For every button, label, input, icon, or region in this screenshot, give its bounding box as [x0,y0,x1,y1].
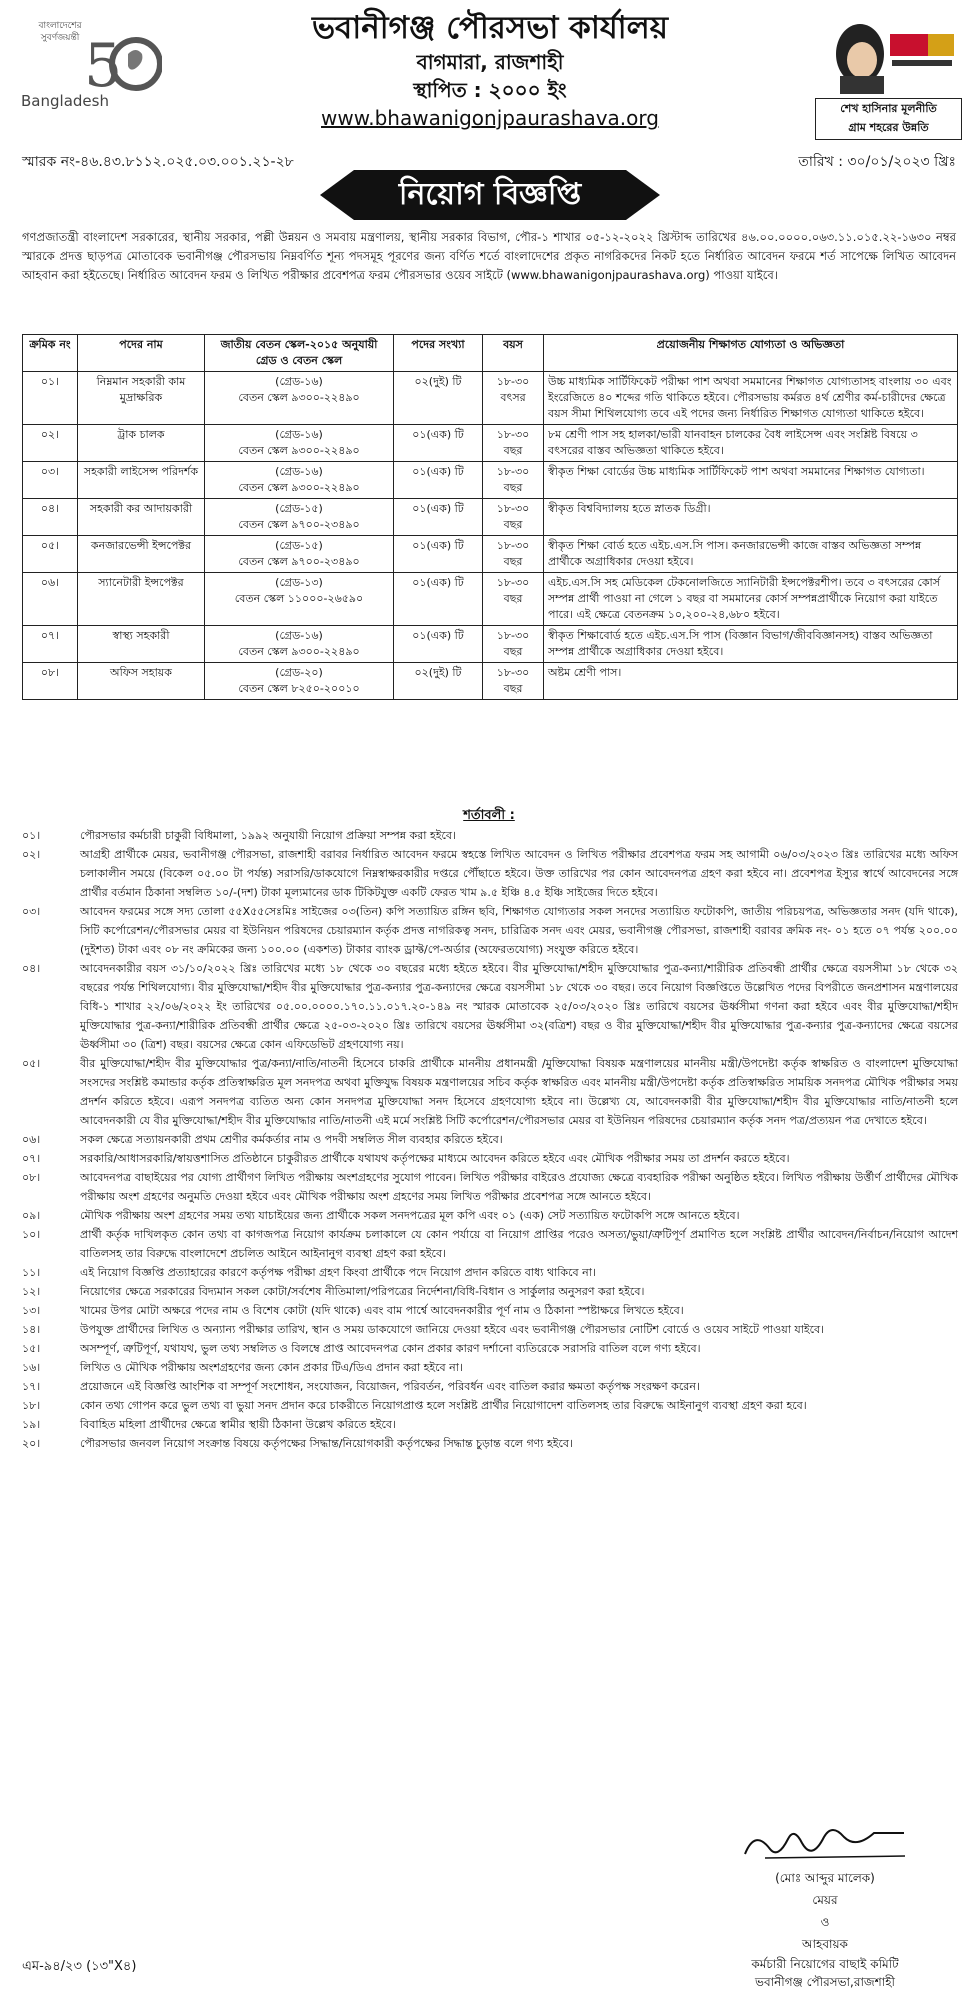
condition-text: এই নিয়োগ বিজ্ঞপ্তি প্রত্যাহারের কারণে কর্তৃপক্ষ পরীক্ষা গ্রহণ কিংবা প্রার্থীকে পদে নিয়োগ প্রদান করিতে বাধ্য থাকিবে না। [80,1266,596,1279]
condition-number: ১২। [22,1285,41,1298]
condition-text: বীর মুক্তিযোদ্ধা/শহীদ বীর মুক্তিযোদ্ধার পুত্র/কন্যা/নাতি/নাতনী হিসেবে চাকরি প্রার্থীকে মাননীয় প্রধানমন্ত্রী /মুক্তিযোদ্ধা বিষয়ক মন্ত্রণালয়ের মাননীয় মন্ত্রী/উপদেষ্টা কর্তৃক স্বাক্ষরিত ও বাংলাদেশ মুক্তিযোদ্ধা সংসদের সংশ্লিষ্ট কমান্ডার কর্তৃক প্রতিস্বাক্ষরিত মূল সনদপত্র অথবা মুক্তিযুদ্ধ বিষয়ক মন্ত্রণালয়ের সচিব কর্তৃক স্বাক্ষরিত এবং মাননীয় মন্ত্রী/উপদেষ্টা কর্তৃক প্রতিস্বাক্ষরিত সাময়িক সনদপত্র মৌখিক পরীক্ষার সময় প্রদর্শন করিতে হইবে। এরূপ সনদপত্র ব্যতিত অন্য কোন সনদপত্র মুক্তিযোদ্ধা সনদ হিসেবে গ্রহণযোগ্য হইবে না। উল্লেখ্য যে, আবেদনকারী বীর মুক্তিযোদ্ধা/শহীদ বীর মুক্তিযোদ্ধার নাতি/নাতনী হলে আবেদনকারী যে বীর মুক্তিযোদ্ধা/শহীদ বীর মুক্তিযোদ্ধার নাতি/নাতনী এই মর্মে সংশ্লিষ্ট সিটি কর্পোরেশন/পৌরসভার মেয়র বা ইউনিয়ন পরিষদের চেয়ারম্যান কর্তৃক সনদ পত্র/প্রত্যয়ন পত্র দেখাতে হইবে। [80,1057,958,1127]
condition-text: প্রয়োজনে এই বিজ্ঞপ্তি আংশিক বা সম্পূর্ণ সংশোধন, সংযোজন, বিয়োজন, পরিবর্তন, পরিবর্ধন এবং বাতিল করার ক্ষমতা কর্তৃপক্ষ সংরক্ষণ করেন। [80,1380,700,1393]
col-post: পদের নাম [78,335,205,372]
row-post-name: সহকারী কর আদায়কারী [78,499,205,536]
posts-table [22,334,958,700]
title-block [250,8,730,132]
row-post-name: স্যানেটারী ইন্সপেক্টর [78,573,205,626]
condition-number: ০৮। [22,1171,41,1184]
col-age: বয়স [483,335,544,372]
signatory-title-mayor: মেয়র [812,1893,838,1907]
row-age: ১৮-৩০ বছর [483,536,544,573]
org-established: স্থাপিত : ২০০০ ইং [413,78,567,102]
row-grade-scale [205,573,394,626]
table-row [23,425,958,462]
table-row [23,372,958,425]
row-qualification: উচ্চ মাধ্যমিক সার্টিফিকেট পরীক্ষা পাশ অথবা সমমানের শিক্ষাগত যোগ্যতাসহ বাংলায় ৩০ এবং ইংরেজিতে ৪০ শব্দের গতি থাকিতে হইবে। পৌরসভায় কর্মরত ৪র্থ শ্রেণীর কর্ম-চারীদের ক্ষেত্রে বয়স সীমা শিথিলযোগ্য তবে এই পদের জন্য নির্ধারিত শিক্ষাগত যোগ্যতা থাকিতে হইবে। [544,372,958,425]
row-serial: ০৭। [23,626,78,663]
col-grade: জাতীয় বেতন স্কেল-২০১৫ অনুযায়ী গ্রেড ও বেতন স্কেল [205,335,394,372]
condition-text: সরকারি/আধাসরকারি/স্বায়ত্তশাসিত প্রতিষ্ঠানে চাকুরীরত প্রার্থীকে যথাযথ কর্তৃপক্ষের মাধ্যমে আবেদন করিতে হইবে এবং মৌখিক পরীক্ষার সময় তা প্রদর্শন করতে হইবে। [80,1152,790,1165]
row-grade: (গ্রেড-১৫) [275,539,323,552]
condition-item [22,902,958,959]
row-serial: ০৮। [23,663,78,700]
condition-number: ১৬। [22,1361,41,1374]
golden-jubilee-logo [20,20,160,115]
condition-number: ১০। [22,1228,41,1241]
row-qualification: এইচ.এস.সি সহ মেডিকেল টেকনোলজিতে স্যানিটারী ইন্সপেক্টরশীপ। তবে ৩ বৎসরের কোর্স সম্পন্ন প্রার্থী পাওয়া না গেলে ১ বছর বা সমমানের কোর্স সম্পন্নপ্রার্থীকে নিয়োগ করা যাইতে পারে। এই ক্ষেত্রে বেতনক্রম ১০,২০০-২৪,৬৮০ হইবে। [544,573,958,626]
row-post-count: ০১(এক) টি [394,462,483,499]
table-row [23,573,958,626]
row-serial: ০১। [23,372,78,425]
condition-item [22,1377,958,1396]
condition-text: উপযুক্ত প্রার্থীদের লিখিত ও অন্যান্য পরীক্ষার তারিখ, স্থান ও সময় ডাকযোগে জানিয়ে দেওয়া হইবে এবং ভবানীগঞ্জ পৌরসভার নোটিশ বোর্ডে ও ওয়েব সাইটে পাওয়া যাইবে। [80,1323,825,1336]
condition-number: ১৮। [22,1399,41,1412]
row-serial: ০৬। [23,573,78,626]
row-grade-scale [205,462,394,499]
table-row [23,663,958,700]
row-qualification: স্বীকৃত শিক্ষাবোর্ড হতে এইচ.এস.সি পাস (বিজ্ঞান বিভাগ/জীববিজ্ঞানসহ) বাস্তব অভিজ্ঞতা সম্পন্ন প্রার্থীকে অগ্রাধিকার দেওয়া হইবে। [544,626,958,663]
condition-number: ০৫। [22,1057,41,1070]
condition-text: আবেদনকারীর বয়স ৩১/১০/২০২২ খ্রিঃ তারিখের মধ্যে ১৮ থেকে ৩০ বছরের মধ্যে হইতে হইবে। বীর মুক্তিযোদ্ধা/শহীদ মুক্তিযোদ্ধার পুত্র-কন্যা/শারীরিক প্রতিবন্ধী প্রার্থীর ক্ষেত্রে বয়সসীমা ১৮ থেকে ৩২ বছরের পর্যন্ত শিথিলযোগ্য। বীর মুক্তিযোদ্ধা/শহীদ বীর মুক্তিযোদ্ধার পুত্র-কন্যার পুত্র-কন্যাদের ক্ষেত্রে বয়সসীমা ১৮ থেকে ৩০ বছর। তবে নিয়োগ বিজ্ঞপ্তিতে উল্লেখিত পদের বিপরীতে জনপ্রশাসন মন্ত্রণালয়ের বিধি-১ শাখার ২২/০৬/২০২২ ইং তারিখের ০৫.০০.০০০০.১৭০.১১.০১৭.২০-১৪৯ নং স্মারক মোতাবেক ২৫/০৩/২০২০ খ্রিঃ তারিখে বয়সের ঊর্ধ্বসীমা গণনা করা হইবে এবং বীর মুক্তিযোদ্ধা/শহীদ মুক্তিযোদ্ধার পুত্র-কন্যা/শারীরিক প্রতিবন্ধী প্রার্থীর ক্ষেত্রে ২৫-০৩-২০২০ খ্রিঃ তারিখে বয়সের ঊর্ধ্বসীমা ৩২(বত্রিশ) বছর ও বীর মুক্তিযোদ্ধা/শহীদ বীর মুক্তিযোদ্ধার পুত্র-কন্যার পুত্র-কন্যাদের ক্ষেত্রে বয়সের ঊর্ধ্বসীমা ৩০ (ত্রিশ) বছর। বয়সের ক্ষেত্রে কোন এফিডেভিট গ্রহণযোগ্য নয়। [80,962,958,1051]
row-post-count: ০১(এক) টি [394,626,483,663]
row-post-name: ট্রাক চালক [78,425,205,462]
condition-text: খামের উপর মোটা অক্ষরে পদের নাম ও বিশেষ কোটা (যদি থাকে) এবং বাম পার্শ্বে আবেদনকারীর পূর্ণ নাম ও ঠিকানা স্পষ্টাক্ষরে লিখতে হইবে। [80,1304,684,1317]
condition-item [22,1130,958,1149]
row-scale: বেতন স্কেল ৯৩০০-২২৪৯০ [238,645,360,658]
condition-item [22,1263,958,1282]
col-count: পদের সংখ্যা [394,335,483,372]
condition-item [22,1358,958,1377]
condition-text: সকল ক্ষেত্রে সত্যায়নকারী প্রথম শ্রেণীর কর্মকর্তার নাম ও পদবী সম্বলিত সীল ব্যবহার করিতে হইবে। [80,1133,503,1146]
row-serial: ০৫। [23,536,78,573]
condition-text: মৌখিক পরীক্ষায় অংশ গ্রহণের সময় তথ্য যাচাইয়ের জন্য প্রার্থীকে সকল সনদপত্রের মূল কপি এবং ০১ (এক) সেট সত্যায়িত ফটোকপি সঙ্গে আনতে হইবে। [80,1209,740,1222]
condition-number: ০৬। [22,1133,41,1146]
slogan-line1: শেখ হাসিনার মূলনীতি [840,102,937,115]
row-grade-scale [205,425,394,462]
row-scale: বেতন স্কেল ৯৭০০-২৩৪৯০ [238,518,360,531]
signatory-office: ভবানীগঞ্জ পৌরসভা,রাজশাহী [755,1975,895,1989]
conditions-list [22,826,958,1453]
condition-item [22,1206,958,1225]
col-serial: ক্রমিক নং [23,335,78,372]
row-post-name: স্বাস্থ্য সহকারী [78,626,205,663]
row-age: ১৮-৩০ বছর [483,663,544,700]
condition-number: ০১। [22,829,41,842]
intro-paragraph: গণপ্রজাতন্ত্রী বাংলাদেশ সরকারের, স্থানীয় সরকার, পল্লী উন্নয়ন ও সমবায় মন্ত্রণালয়, স্থানীয় সরকার বিভাগ, পৌর-১ শাখার ০৫-১২-২০২২ খ্রিস্টাব্দ তারিখের ৪৬.০০.০০০০.০৬৩.১১.০১৫.২২-১৬৩০ নম্বর স্মারকে প্রদত্ত ছাড়পত্র মোতাবেক ভবানীগঞ্জ পৌরসভায় নিম্নবর্ণিত শূন্য পদসমূহ পূরণের জন্য বর্ণিত শর্তে বাংলাদেশের প্রকৃত নাগরিকদের নিকট হতে নির্ধারিত আবেদন ফরমে শর্ত সাপেক্ষে লিখিত আবেদন আহবান করা হইতেছে। নির্ধারিত আবেদন ফরম ও লিখিত পরীক্ষার প্রবেশপত্র ফরম পৌরসভার ওয়েব সাইটে (www.bhawanigonjpaurashava.org) পাওয়া যাইবে। [22,230,956,282]
signatory-committee: কর্মচারী নিয়োগের বাছাই কমিটি [751,1957,899,1971]
condition-item [22,1434,958,1453]
condition-text: প্রার্থী কর্তৃক দাখিলকৃত কোন তথ্য বা কাগজপত্র নিয়োগ কার্যক্রম চলাকালে যে কোন পর্যায়ে বা নিয়োগ প্রাপ্তির পরেও অসত্য/ভুয়া/ত্রুটিপূর্ণ প্রমাণিত হলে সংশ্লিষ্ট প্রার্থীর আবেদন/নির্বাচন/নিয়োগ আদেশ বাতিলসহ তার বিরুদ্ধে বাংলাদেশে প্রচলিত আইনে আইনানুগ ব্যবস্থা গ্রহণ করা হইবে। [80,1228,958,1260]
condition-item [22,1282,958,1301]
row-qualification: স্বীকৃত শিক্ষা বোর্ডের উচ্চ মাধ্যমিক সার্টিফিকেট পাশ অথবা সমমানের শিক্ষাগত যোগ্যতা। [544,462,958,499]
row-post-count: ০১(এক) টি [394,425,483,462]
banner-title: নিয়োগ বিজ্ঞপ্তি [398,177,582,212]
notice-banner [320,170,660,220]
row-serial: ০২। [23,425,78,462]
org-website-link[interactable]: www.bhawanigonjpaurashava.org [321,106,659,130]
row-scale: বেতন স্কেল ৯৩০০-২২৪৯০ [238,481,360,494]
condition-number: ১৩। [22,1304,41,1317]
condition-text: অসম্পূর্ণ, ত্রুটিপূর্ণ, যথাযথ, ভুল তথ্য সম্বলিত ও বিলম্বে প্রাপ্ত আবেদনপত্র কোন প্রকার কারণ দর্শানো ব্যতিরেকে সরাসরি বাতিল বলে গণ্য হইবে। [80,1342,701,1355]
conditions-title: শর্তাবলী : [463,808,515,823]
svg-text:5: 5 [84,31,123,101]
row-scale: বেতন স্কেল ৮২৫০-২০০১০ [238,682,360,695]
org-name: ভবানীগঞ্জ পৌরসভা কার্যালয় [311,10,669,46]
condition-number: ০৭। [22,1152,41,1165]
condition-number: ১১। [22,1266,41,1279]
row-post-name: অফিস সহায়ক [78,663,205,700]
row-grade-scale [205,536,394,573]
condition-item [22,959,958,1054]
row-grade-scale [205,663,394,700]
org-location: বাগমারা, রাজশাহী [416,50,564,74]
slogan-line2: গ্রাম শহরের উন্নতি [848,121,929,134]
row-post-count: ০২(দুই) টি [394,663,483,700]
signatory-name: (মোঃ আব্দুর মালেক) [775,1871,875,1885]
row-post-count: ০১(এক) টি [394,499,483,536]
condition-item [22,1225,958,1263]
table-row [23,462,958,499]
print-code: এম-৯৪/২৩ (১৩"X৪) [22,1959,137,1974]
row-post-name: নিম্নমান সহকারী কাম মুদ্রাক্ষরিক [78,372,205,425]
row-post-name: কনজারভেন্সী ইন্সপেক্টর [78,536,205,573]
signatory-and: ও [820,1915,830,1929]
condition-text: লিখিত ও মৌখিক পরীক্ষায় অংশগ্রহণের জন্য কোন প্রকার টিএ/ডিএ প্রদান করা হইবে না। [80,1361,463,1374]
table-row [23,499,958,536]
row-grade: (গ্রেড-১৩) [275,576,323,589]
row-scale: বেতন স্কেল ৯৩০০-২২৪৯০ [238,391,360,404]
row-post-count: ০২(দুই) টি [394,372,483,425]
table-row [23,626,958,663]
row-grade-scale [205,372,394,425]
condition-item [22,1396,958,1415]
row-post-count: ০১(এক) টি [394,573,483,626]
condition-number: ১৫। [22,1342,41,1355]
row-age: ১৮-৩০ বছর [483,573,544,626]
mujib-centenary-logo-icon [820,14,960,94]
condition-number: ০২। [22,848,41,861]
condition-item [22,1320,958,1339]
slogan-box [815,98,962,140]
row-qualification: স্বীকৃত শিক্ষা বোর্ড হতে এইচ.এস.সি পাস। কনজারভেন্সী কাজে বাস্তব অভিজ্ঞতা সম্পন্ন প্রার্থীকে অগ্রাধিকার দেওয়া হইবে। [544,536,958,573]
row-scale: বেতন স্কেল ১১০০০-২৬৫৯০ [234,592,364,605]
memo-number: স্মারক নং-৪৬.৪৩.৮১১২.০২৫.০৩.০০১.২১-২৮ [22,154,294,170]
row-grade: (গ্রেড-১৬) [275,428,323,441]
condition-item [22,826,958,845]
signatory-title-convener: আহবায়ক [802,1937,848,1951]
jubilee-caption: বাংলাদেশের সুবর্ণজয়ন্তী [38,21,82,43]
condition-number: ০৪। [22,962,41,975]
row-grade: (গ্রেড-১৬) [275,465,323,478]
condition-text: বিবাহিত মহিলা প্রার্থীদের ক্ষেত্রে স্বামীর স্থায়ী ঠিকানা উল্লেখ করিতে হইবে। [80,1418,396,1431]
row-age: ১৮-৩০ বছর [483,462,544,499]
col-qualification: প্রয়োজনীয় শিক্ষাগত যোগ্যতা ও অভিজ্ঞতা [544,335,958,372]
row-age: ১৮-৩০ বছর [483,499,544,536]
condition-text: পৌরসভার জনবল নিয়োগ সংক্রান্ত বিষয়ে কর্তৃপক্ষের সিদ্ধান্ত/নিয়োগকারী কর্তৃপক্ষের সিদ্ধান্ত চুড়ান্ত বলে গণ্য হইবে। [80,1437,573,1450]
row-age: ১৮-৩০ বৎসর [483,372,544,425]
row-serial: ০৪। [23,499,78,536]
row-grade-scale [205,499,394,536]
jubilee-country: Bangladesh [21,92,109,110]
condition-item [22,845,958,902]
condition-item [22,1054,958,1130]
row-grade: (গ্রেড-১৫) [275,502,323,515]
condition-text: নিয়োগের ক্ষেত্রে সরকারের বিদ্যমান সকল কোটা/সর্বশেষ নীতিমালা/পরিপত্রের নির্দেশনা/বিধি-বিধান ও সার্কুলার অনুসরণ করা হইবে। [80,1285,645,1298]
row-post-count: ০১(এক) টি [394,536,483,573]
row-grade: (গ্রেড-২০) [275,666,323,679]
condition-text: আবেদন ফরমের সঙ্গে সদ্য তোলা ৫৫X৫৫সেঃমিঃ সাইজের ০৩(তিন) কপি সত্যায়িত রঙ্গিন ছবি, শিক্ষাগত যোগ্যতার সকল সনদের সত্যায়িত ফটোকপি, জাতীয় পরিচয়পত্র, অভিজ্ঞতার সনদ (যদি থাকে), সিটি কর্পোরেশন/পৌরসভার মেয়র বা ইউনিয়ন পরিষদের চেয়ারম্যান কর্তৃক প্রদত্ত নাগরিকত্ব সনদ, চারিত্রিক সনদ এবং মেয়র, ভবানীগঞ্জ পৌরসভা, রাজশাহী বরাবর ক্রমিক নং- ০১ হতে ০৭ পর্যন্ত ২০০.০০ (দুইশত) টাকা এবং ০৮ নং ক্রমিকের জন্য ১০০.০০ (একশত) টাকার ব্যাংক ড্রাফ্ট/পে-অর্ডার (অফেরতযোগ্য) সংযুক্ত করিতে হইবে। [80,905,958,956]
table-header-row [23,335,958,372]
condition-text: কোন তথ্য গোপন করে ভুল তথ্য বা ভুয়া সনদ প্রদান করে চাকরীতে নিয়োগপ্রাপ্ত হলে সংশ্লিষ্ট প্রার্থীর নিয়োগাদেশ বাতিলসহ তার বিরুদ্ধে আইনানুগ ব্যবস্থা গ্রহণ করা হবে। [80,1399,807,1412]
row-qualification: স্বীকৃত বিশ্ববিদ্যালয় হতে স্নাতক ডিগ্রী। [544,499,958,536]
condition-item [22,1415,958,1434]
row-qualification: অষ্টম শ্রেণী পাস। [544,663,958,700]
condition-number: ০৩। [22,905,41,918]
row-age: ১৮-৩০ বছর [483,626,544,663]
row-serial: ০৩। [23,462,78,499]
header [0,8,978,148]
condition-number: ১৭। [22,1380,41,1393]
row-grade: (গ্রেড-১৬) [275,375,323,388]
row-grade-scale [205,626,394,663]
signature-block [700,1824,950,1989]
row-scale: বেতন স্কেল ৯৩০০-২২৪৯০ [238,444,360,457]
condition-item [22,1149,958,1168]
condition-number: ১৯। [22,1418,41,1431]
table-row [23,536,958,573]
condition-text: পৌরসভার কর্মচারী চাকুরী বিধিমালা, ১৯৯২ অনুযায়ী নিয়োগ প্রক্রিয়া সম্পন্ন করা হইবে। [80,829,456,842]
condition-item [22,1301,958,1320]
condition-number: ২০। [22,1437,41,1450]
row-age: ১৮-৩০ বছর [483,425,544,462]
condition-number: ১৪। [22,1323,41,1336]
condition-item [22,1339,958,1358]
condition-number: ০৯। [22,1209,41,1222]
row-qualification: ৮ম শ্রেণী পাস সহ হালকা/ভারী যানবাহন চালকের বৈধ লাইসেন্স এবং সংশ্লিষ্ট বিষয়ে ৩ বৎসরের বাস্তব অভিজ্ঞতা থাকিতে হইবে। [544,425,958,462]
condition-text: আবেদনপত্র বাছাইয়ের পর যোগ্য প্রার্থীগণ লিখিত পরীক্ষায় অংশগ্রহণের সুযোগ পাবেন। লিখিত পরীক্ষার বাইরেও প্রযোজ্য ক্ষেত্রে ব্যবহারিক পরীক্ষা অনুষ্ঠিত হইবে। লিখিত পরীক্ষায় উর্ত্তীর্ণ প্রার্থীদের মৌখিক পরীক্ষায় অংশ গ্রহণের অনুমতি দেওয়া হইবে এবং মৌখিক পরীক্ষায় অংশ গ্রহণের সময় লিখিত পরীক্ষার প্রবেশপত্র সঙ্গে আনতে হইবে। [80,1171,958,1203]
signature-icon [725,1824,925,1864]
row-post-name: সহকারী লাইসেন্স পরিদর্শক [78,462,205,499]
row-grade: (গ্রেড-১৬) [275,629,323,642]
notice-date: তারিখ : ৩০/০১/২০২৩ খ্রিঃ [798,154,956,170]
condition-item [22,1168,958,1206]
row-scale: বেতন স্কেল ৯৭০০-২৩৪৯০ [238,555,360,568]
condition-text: আগ্রহী প্রার্থীকে মেয়র, ভবানীগঞ্জ পৌরসভা, রাজশাহী বরাবর নির্ধারিত আবেদন ফরমে স্বহস্তে লিখিত আবেদন ও লিখিত পরীক্ষার প্রবেশপত্র ফরম সহ আগামী ০৬/০৩/২০২৩ খ্রিঃ তারিখের মধ্যে অফিস চলাকালীন সময়ে (বিকেল ০৫.০০ টা পর্যন্ত) সরাসরি/ডাকযোগে নিম্নস্বাক্ষরকারীর দপ্তরে পৌঁছাতে হইবে। উক্ত তারিখের পর কোন আবেদনপত্র গ্রহণ করা হইবে না। প্রবেশপত্র ইস্যুর স্বার্থে আবেদনের সঙ্গে প্রার্থীর বর্তমান ঠিকানা সম্বলিত ১০/-(দশ) টাকা মূল্যমানের ডাক টিকিটযুক্ত একটি ফেরত খাম ৯.৫ ইঞ্চি ৪.৫ ইঞ্চি সাইজের দিতে হইবে। [80,848,958,899]
